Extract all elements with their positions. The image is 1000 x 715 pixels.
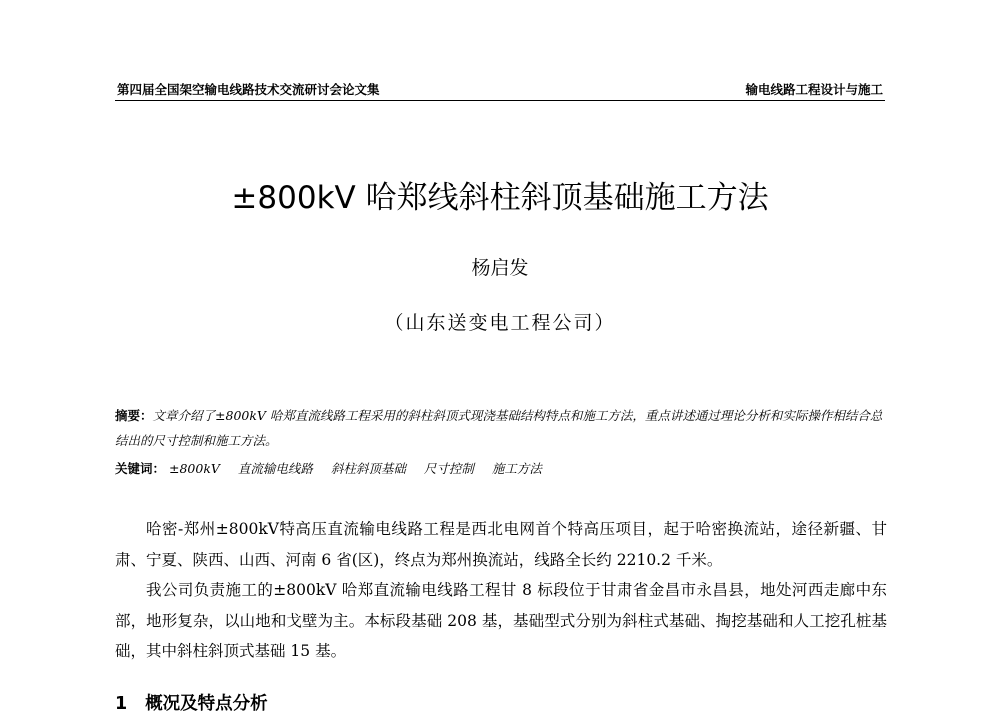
keyword: 尺寸控制 xyxy=(423,461,474,476)
header-proceedings-title: 第四届全国架空输电线路技术交流研讨会论文集 xyxy=(117,82,380,97)
section-number: 1 xyxy=(115,694,128,714)
header-section-title: 输电线路工程设计与施工 xyxy=(745,82,883,97)
author-affiliation: （山东送变电工程公司） xyxy=(384,312,616,334)
body-paragraph: 我公司负责施工的±800kV 哈郑直流输电线路工程甘 8 标段位于甘肃省金昌市永昌县，地处河西走廊中东部，地形复杂，以山地和戈壁为主。本标段基础 208 基，基础型式分别为斜柱式基础、掏挖基础和人工挖孔桩基础，其中斜柱斜顶式基础 15 基。 xyxy=(115,581,887,660)
author-name: 杨启发 xyxy=(471,257,529,279)
abstract-text: 文章介绍了±800kV 哈郑直流线路工程采用的斜柱斜顶式现浇基础结构特点和施工方法，重点讲述通过理论分析和实际操作相结合总结出的尺寸控制和施工方法。 xyxy=(115,408,883,448)
keyword: 直流输电线路 xyxy=(237,461,313,476)
keyword: ±800kV xyxy=(169,461,220,476)
keywords-label: 关键词： xyxy=(115,461,166,476)
keywords xyxy=(115,456,887,481)
body-text xyxy=(115,514,887,667)
running-header xyxy=(115,78,885,101)
keyword: 斜柱斜顶基础 xyxy=(330,461,406,476)
abstract-label: 摘要： xyxy=(115,408,153,423)
section-heading xyxy=(115,690,268,715)
paper-title: ±800kV 哈郑线斜柱斜顶基础施工方法 xyxy=(231,180,769,216)
section-title: 概况及特点分析 xyxy=(145,694,268,714)
keyword: 施工方法 xyxy=(491,461,542,476)
body-paragraph: 哈密-郑州±800kV特高压直流输电线路工程是西北电网首个特高压项目，起于哈密换流站，途径新疆、甘肃、宁夏、陕西、山西、河南 6 省(区)，终点为郑州换流站，线路全长约 2210.2 千米。 xyxy=(115,520,887,569)
abstract xyxy=(115,403,887,453)
